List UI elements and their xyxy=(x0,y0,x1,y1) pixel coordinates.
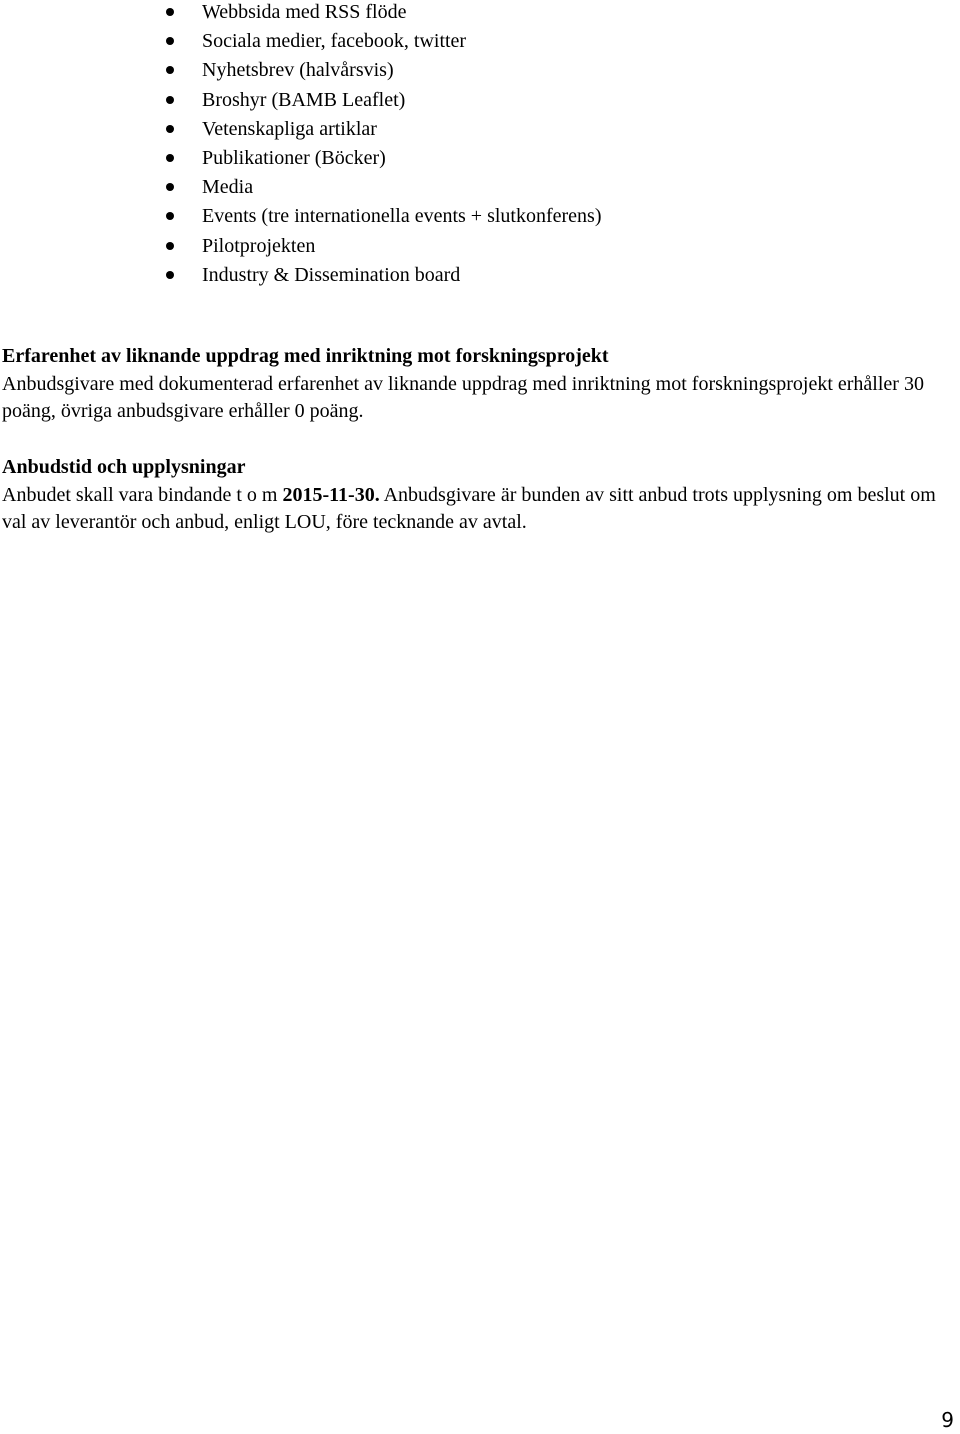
list-item xyxy=(166,0,601,29)
list-item xyxy=(166,263,601,292)
list-item-text: Broshyr (BAMB Leaflet) xyxy=(202,88,406,111)
list-item-text: Pilotprojekten xyxy=(202,234,316,257)
bullet-icon xyxy=(166,37,174,45)
bullet-icon xyxy=(166,125,174,133)
deadline-section xyxy=(2,454,952,537)
bullet-icon xyxy=(166,154,174,162)
list-item xyxy=(166,234,601,263)
deadline-body-rest: Anbudsgivare är bunden av sitt anbud trots upplysning om beslut om val av leverantör och anbud, enligt LOU, före tecknande av avtal. xyxy=(2,483,936,533)
list-item-text: Events (tre internationella events + slutkonferens) xyxy=(202,205,602,228)
bullet-icon xyxy=(166,212,174,220)
bullet-icon xyxy=(166,183,174,191)
list-item-text: Media xyxy=(202,176,254,199)
deadline-body-intro: Anbudet skall vara bindande t o m xyxy=(2,483,283,506)
list-item xyxy=(166,146,601,175)
list-item xyxy=(166,175,601,204)
experience-body: Anbudsgivare med dokumenterad erfarenhet av liknande uppdrag med inriktning mot forskningsprojekt erhåller 30 poäng, övriga anbudsgivare erhåller 0 poäng. xyxy=(2,372,924,422)
page-number: 9 xyxy=(941,1408,954,1432)
list-item-text: Nyhetsbrev (halvårsvis) xyxy=(202,59,394,82)
list-item xyxy=(166,204,601,233)
bullet-icon xyxy=(166,271,174,279)
list-item xyxy=(166,117,601,146)
deadline-body xyxy=(2,482,952,537)
deadline-heading: Anbudstid och upplysningar xyxy=(2,456,246,478)
list-item-text: Sociala medier, facebook, twitter xyxy=(202,30,467,53)
deadline-date: 2015-11-30. xyxy=(282,483,380,506)
list-item xyxy=(166,58,601,87)
list-item xyxy=(166,88,601,117)
bullet-icon xyxy=(166,8,174,16)
list-item-text: Webbsida med RSS flöde xyxy=(202,1,407,23)
list-item-text: Vetenskapliga artiklar xyxy=(202,117,377,140)
bullet-icon xyxy=(166,66,174,74)
communication-channels-list xyxy=(166,0,601,292)
experience-section xyxy=(2,343,952,426)
list-item-text: Publikationer (Böcker) xyxy=(202,146,386,169)
list-item-text: Industry & Dissemination board xyxy=(202,263,461,286)
bullet-icon xyxy=(166,96,174,104)
bullet-icon xyxy=(166,242,174,250)
list-item xyxy=(166,29,601,58)
experience-heading: Erfarenhet av liknande uppdrag med inriktning mot forskningsprojekt xyxy=(2,345,609,367)
